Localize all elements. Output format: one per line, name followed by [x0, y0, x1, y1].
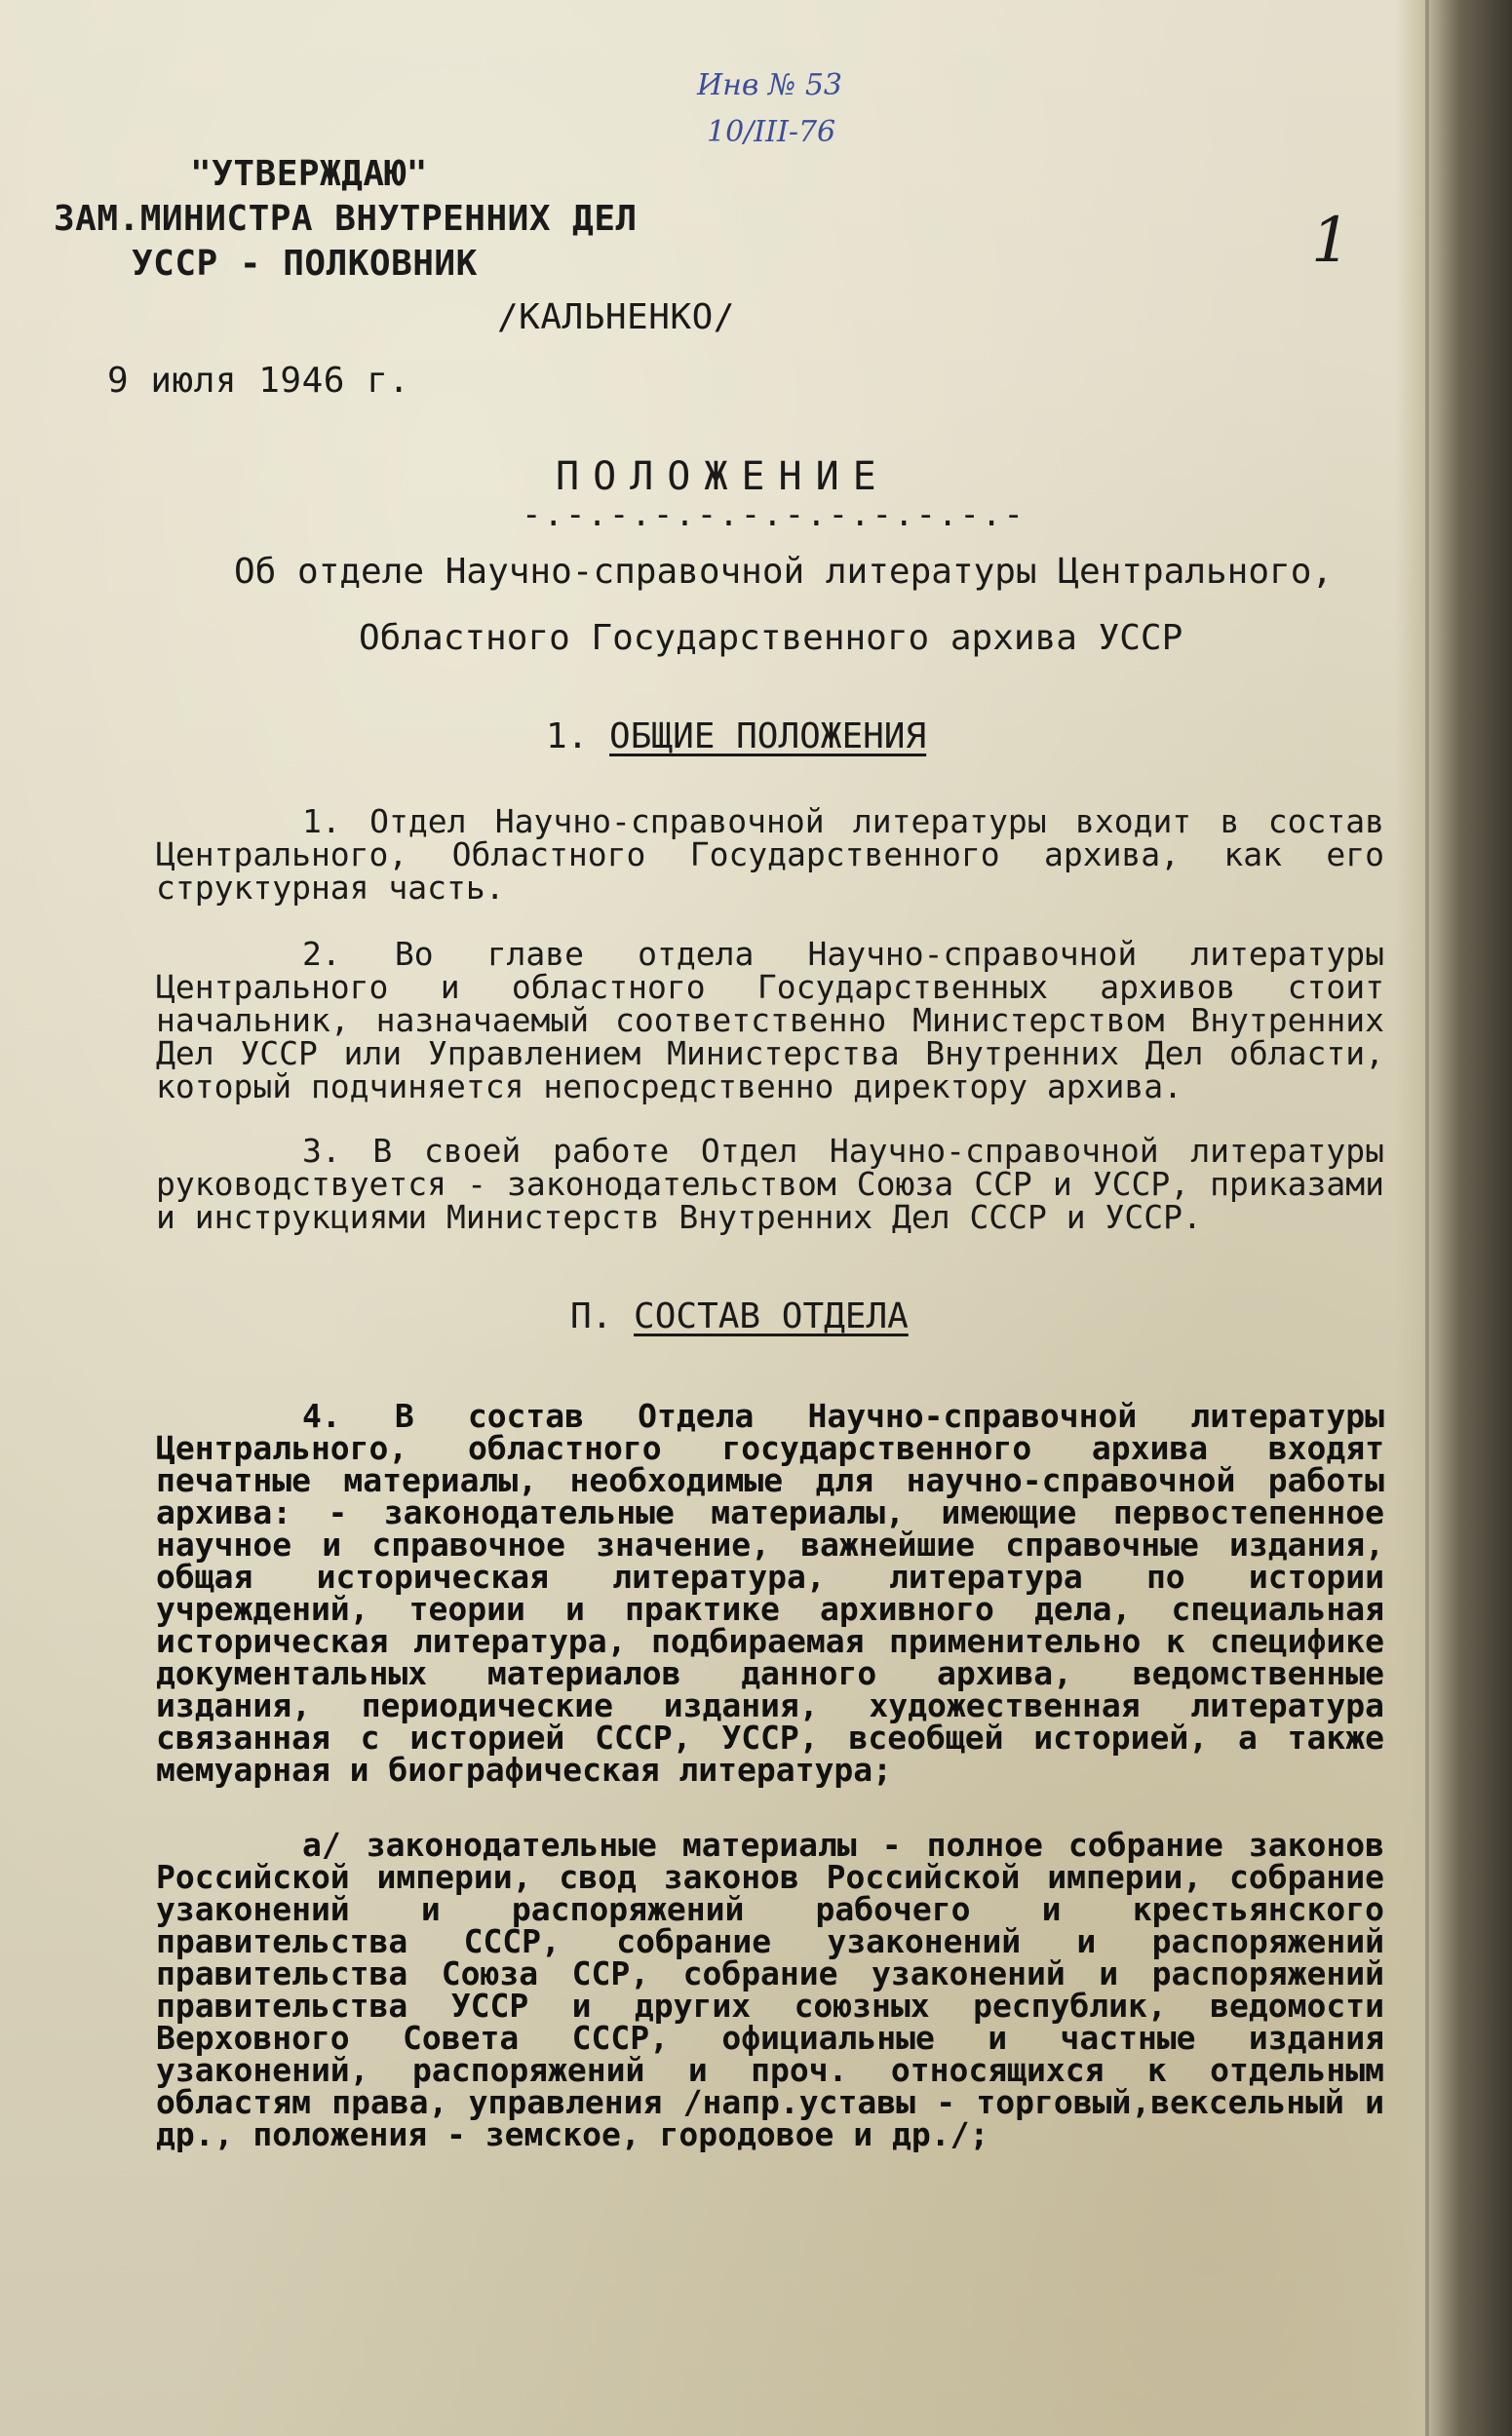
approval-rank: УССР - ПОЛКОВНИК: [132, 244, 478, 284]
approval-heading: "УТВЕРЖДАЮ": [190, 154, 428, 194]
approval-signature: /КАЛЬНЕНКО/: [497, 297, 735, 337]
section1-number: 1.: [546, 716, 589, 756]
paragraph-4: 4. В состав Отдела Научно-справочной литературы Центрального, областного государственного архива входят печатные материалы, необходимые для научно-справочной работы архива: - законодательные материалы, имеющие первостепенное научное и справочное значение, важнейшие справочные издания, общая историческая литература, литература по истории учреждений, теории и практике архивного дела, специальная историческая литература, подбираемая применительно к специфике документальных материалов данного архива, ведомственные издания, периодические издания, художественная литература связанная с историей СССР, УССР, всеобщей историей, а также мемуарная и биографическая литература;: [156, 1397, 1384, 1789]
paragraph-3: 3. В своей работе Отдел Научно-справочной литературы руководствуется - законодательством Союза ССР и УССР, приказами и инструкциями Министерств Внутренних Дел СССР и УССР.: [156, 1132, 1384, 1236]
title-rule: -.-.-.-.-.-.-.-.-.-.-.-: [522, 495, 1026, 534]
archive-note-line2: 10/III-76: [707, 115, 836, 149]
approval-position: ЗАМ.МИНИСТРА ВНУТРЕННИХ ДЕЛ: [54, 199, 638, 239]
document-title: ПОЛОЖЕНИЕ: [556, 454, 890, 499]
page-number: 1: [1311, 205, 1351, 277]
section1-heading: [546, 716, 926, 756]
paragraph-1: 1. Отдел Научно-справочной литературы входит в состав Центрального, Областного Государственного архива, как его структурная часть.: [156, 802, 1384, 907]
binder-edge: [1425, 0, 1429, 2436]
document-subtitle-line1: Об отделе Научно-справочной литературы Центрального,: [234, 552, 1334, 592]
section2-heading: [570, 1296, 909, 1336]
section1-title: ОБЩИЕ ПОЛОЖЕНИЯ: [609, 716, 927, 756]
archive-note-line1: Инв № 53: [697, 68, 843, 102]
approval-date: 9 июля 1946 г.: [107, 361, 410, 401]
paragraph-5: а/ законодательные материалы - полное собрание законов Российской империи, свод законов Российской империи, собрание узаконений и распоряжений рабочего и крестьянского правительства СССР, собрание узаконений и распоряжений правительства Союза ССР, собрание узаконений и распоряжений правительства УССР и других союзных республик, ведомости Верховного Совета СССР, официальные и частные издания узаконений, распоряжений и проч. относящихся к отдельным областям права, управления /напр.уставы - торговый,вексельный и др., положения - земское, городовое и др./;: [156, 1826, 1384, 2153]
paragraph-2: 2. Во главе отдела Научно-справочной литературы Центрального и областного Государственных архивов стоит начальник, назначаемый соответственно Министерством Внутренних Дел УССР или Управлением Министерства Внутренних Дел области, который подчиняется непосредственно директору архива.: [156, 935, 1384, 1105]
document-subtitle-line2: Областного Государственного архива УССР: [359, 618, 1183, 658]
section2-title: СОСТАВ ОТДЕЛА: [634, 1296, 909, 1336]
page-edge-shadow: [1395, 0, 1512, 2436]
section2-number: П.: [570, 1296, 613, 1336]
